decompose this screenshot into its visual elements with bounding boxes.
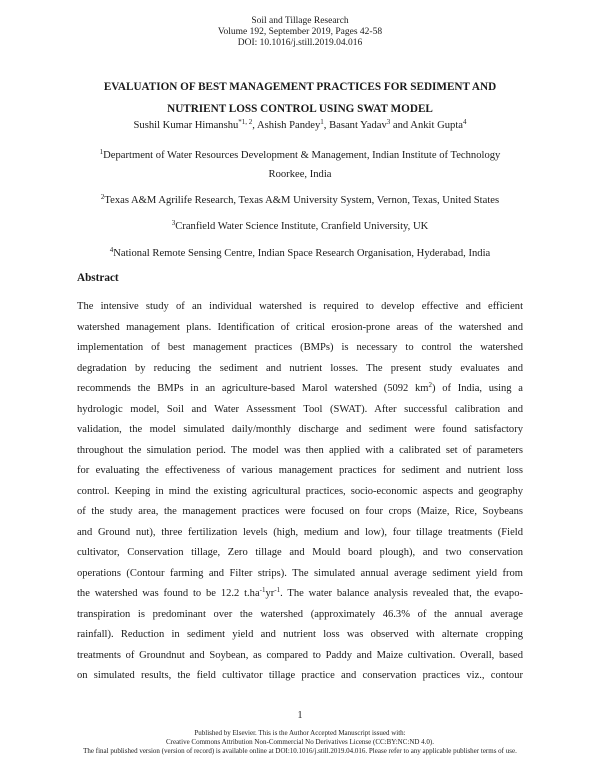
abstract-line: degradation by reducing the sediment and nutrient losses. The present study evaluates and [77, 362, 523, 374]
author-name: Basant Yadav [329, 120, 387, 131]
abstract-line: operations (Contour farming and Filter strips). The simulated annual average sediment yield from [77, 567, 523, 579]
abstract-heading: Abstract [77, 272, 119, 284]
abstract-line: transpiration is predominant over the watershed (approximately 46.3% of the annual average [77, 608, 523, 620]
abstract-line: implementation of best management practices (BMPs) is necessary to control the watershed [77, 342, 523, 353]
author-name: Sushil Kumar Himanshu [133, 120, 239, 131]
abstract-line: treatments of Groundnut and Soybean, as compared to Paddy and Maize cultivation. Overall, based [77, 649, 523, 661]
abstract-line: throughout the simulation period. The model was then applied with a calibrated set of parameters [77, 444, 523, 456]
title-line-1: EVALUATION OF BEST MANAGEMENT PRACTICES FOR SEDIMENT AND [103, 81, 497, 93]
footer-line-1: Published by Elsevier. This is the Author Accepted Manuscript issued with: [194, 729, 406, 737]
abstract-line: for evaluating the effectiveness of various management practices for sediment and nutrient loss [77, 465, 523, 476]
author-affiliation-mark: 4 [462, 118, 467, 126]
abstract-line: of the study area, the management practices were focused on four crops (Maize, Rice, Soybeans [77, 506, 523, 517]
abstract-body [77, 297, 523, 687]
abstract-line: recommends the BMPs in an agriculture-based Marol watershed (5092 $km^2$) of India, using a [77, 381, 523, 394]
abstract-line: The intensive study of an individual watershed is required to develop effective and efficient [77, 301, 523, 312]
affiliation-3: $^3$Cranfield Water Science Institute, Cranfield University, UK [171, 219, 429, 232]
affiliation-4: $^4$National Remote Sensing Centre, Indian Space Research Organisation, Hyderabad, India [109, 246, 491, 259]
abstract-line: hydrologic model, Soil and Water Assessment Tool (SWAT). After successful calibration and [77, 403, 523, 415]
author-affiliation-mark: 3 [386, 118, 391, 126]
abstract-line: validation, the model simulated daily/monthly discharge and sediment were found satisfactory [77, 424, 523, 435]
paper-title [60, 76, 540, 120]
abstract-line: cultivator, Conservation tillage, Zero tillage and Mould board plough), and two conservation [77, 547, 523, 558]
abstract-line: on simulated results, the field cultivator tillage practice and conservation practices viz., contour [77, 670, 523, 681]
author-affiliation-mark: *1, 2 [238, 118, 253, 126]
abstract-line: the watershed was found to be 12.2 $t.ha^{-1}yr^{-1}$. The water balance analysis revealed that, the evapo- [77, 586, 523, 599]
author-name: Ankit Gupta [410, 120, 463, 131]
affiliation-2: $^2$Texas A&M Agrilife Research, Texas A&M University System, Vernon, Texas, United States [100, 193, 500, 206]
footer-line-3: The final published version (version of record) is available online at DOI:10.1016/j.still.2019.04.016. Please refer to any applicable publisher terms of use. [83, 747, 517, 755]
affiliation-1: $^1$Department of Water Resources Development & Management, Indian Institute of Technology Roorkee, India [99, 148, 501, 180]
abstract-line: and Ground nut), three fertilization levels (high, medium and low), four tillage treatments (Field [77, 526, 523, 538]
footer-line-2: Creative Commons Attribution Non-Commercial No Derivatives License (CC:BY:NC:ND 4.0). [165, 738, 435, 746]
license-footer [0, 729, 600, 756]
journal-name: Soil and Tillage Research [251, 16, 349, 26]
journal-doi: DOI: 10.1016/j.still.2019.04.016 [237, 38, 363, 48]
abstract-line: rainfall). Reduction in sediment yield and nutrient loss was observed with alternate cropping [77, 629, 523, 640]
author-affiliation-mark: 1 [320, 118, 324, 126]
author-name: Ashish Pandey [257, 120, 321, 131]
abstract-line: control. Keeping in mind the existing agricultural practices, socio-economic aspects and geography [77, 485, 523, 497]
journal-header [0, 16, 600, 49]
title-line-2: NUTRIENT LOSS CONTROL USING SWAT MODEL [167, 103, 433, 115]
journal-volume: Volume 192, September 2019, Pages 42-58 [217, 27, 383, 37]
abstract-line: watershed management plans. Identification of critical erosion-prone areas of the watershed and [77, 321, 523, 333]
author-list: Sushil Kumar Himanshu$^{*1, 2}$, Ashish Pandey$^1$, Basant Yadav$^3$ and Ankit Gupta$^4$ [133, 118, 467, 131]
page-number: 1 [297, 710, 303, 721]
